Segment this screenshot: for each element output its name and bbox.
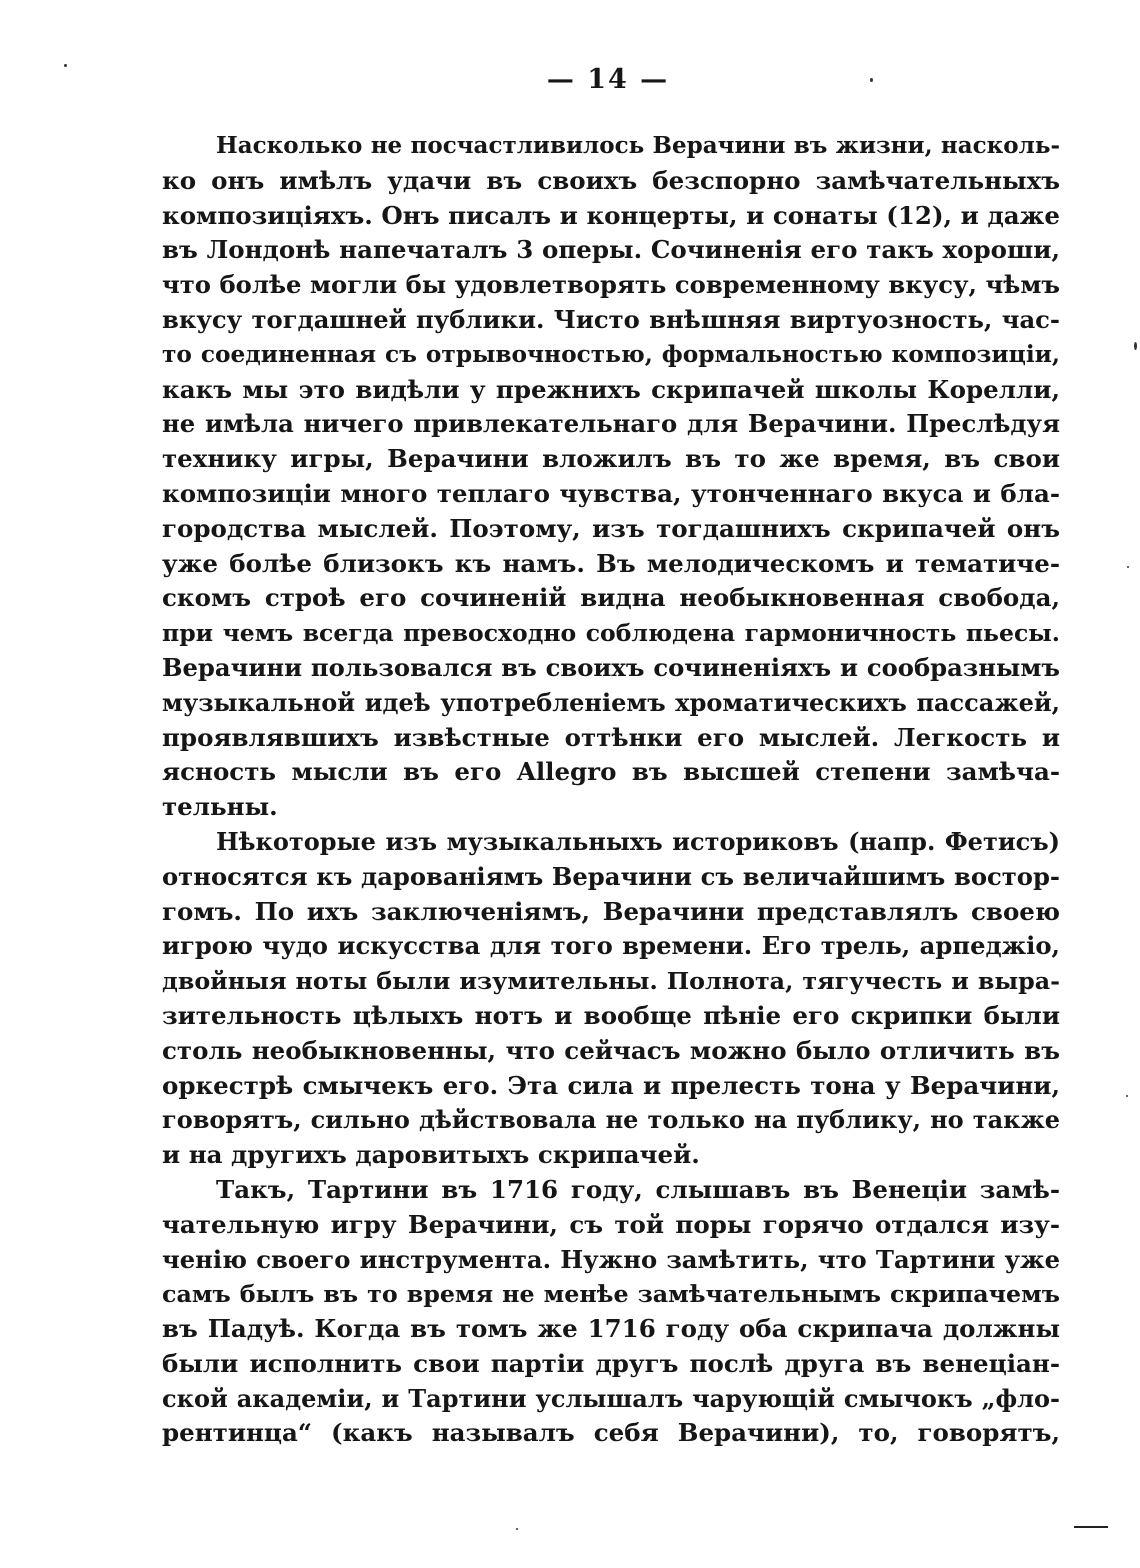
text-line: при чемъ всегда превосходно соблюдена гармоничность пьесы. (162, 619, 1060, 648)
text-line: оркестрѣ смычекъ его. Эта сила и прелесть тона у Верачини, (162, 1070, 1060, 1100)
text-line: проявлявшихъ извѣстные оттѣнки его мыслей. Легкость и (162, 722, 1060, 752)
text-line: въ Лондонѣ напечаталъ 3 оперы. Сочиненія его такъ хороши, (162, 235, 1060, 265)
text-line: Насколько не посчастливилось Верачини въ жизни, насколь- (216, 132, 1060, 159)
text-line: какъ мы это видѣли у прежнихъ скрипачей школы Корелли, (162, 374, 1060, 404)
text-line: относятся къ дарованіямъ Верачини съ величайшимъ востор- (162, 861, 1060, 891)
scan-speck (1126, 1095, 1128, 1097)
text-line: композиціи много теплаго чувства, утонченнаго вкуса и бла- (162, 478, 1060, 508)
text-line: музыкальной идеѣ употребленіемъ хроматическихъ пассажей, (162, 687, 1060, 717)
text-line: не имѣла ничего привлекательнаго для Верачини. Преслѣдуя (162, 409, 1060, 439)
scan-edge-mark (1074, 1526, 1108, 1528)
text-line: Нѣкоторые изъ музыкальныхъ историковъ (напр. Фетисъ) (216, 826, 1060, 856)
text-line: уже болѣе близокъ къ намъ. Въ мелодическомъ и тематиче- (162, 548, 1060, 578)
text-line: гомъ. По ихъ заключеніямъ, Верачини представлялъ своею (162, 896, 1060, 926)
text-line: то соединенная съ отрывочностью, формальностью композиціи, (162, 340, 1060, 368)
scan-speck (1134, 342, 1137, 350)
text-line: ченію своего инструмента. Нужно замѣтить, что Тартини уже (162, 1244, 1060, 1274)
scan-speck (870, 78, 873, 82)
text-line: технику игры, Верачини вложилъ въ то же время, въ свои (162, 444, 1060, 474)
text-line: ской академіи, и Тартини услышалъ чарующій смычокъ „фло- (162, 1383, 1060, 1413)
scan-speck (1127, 566, 1129, 568)
text-line: въ Падуѣ. Когда въ томъ же 1716 году оба скрипача должны (162, 1314, 1060, 1344)
text-line: городства мыслей. Поэтому, изъ тогдашнихъ скрипачей онъ (162, 513, 1060, 543)
text-line: тельны. (162, 792, 278, 822)
text-line: самъ былъ въ то время не менѣе замѣчательнымъ скрипачемъ (162, 1280, 1060, 1309)
text-line: столь необыкновенны, что сейчасъ можно было отличить въ (162, 1035, 1060, 1065)
body-text (162, 129, 1060, 1451)
text-line: скомъ строѣ его сочиненій видна необыкновенная свобода, (162, 583, 1060, 613)
text-line: что болѣе могли бы удовлетворять современному вкусу, чѣмъ (162, 270, 1060, 300)
text-line: композиціяхъ. Онъ писалъ и концерты, и сонаты (12), и даже (162, 200, 1060, 230)
text-line: и на другихъ даровитыхъ скрипачей. (162, 1140, 700, 1170)
text-line: рентинца“ (какъ называлъ себя Верачини), то, говорятъ, (162, 1418, 1060, 1448)
text-line: игрою чудо искусства для того времени. Его трель, арпеджіо, (162, 931, 1060, 961)
scan-speck (516, 1528, 518, 1530)
text-line: ко онъ имѣлъ удачи въ своихъ безспорно замѣчательныхъ (162, 165, 1060, 195)
text-line: двойныя ноты были изумительны. Полнота, тягучесть и выра- (162, 967, 1060, 996)
text-line: ясность мысли въ его Allegro въ высшей степени замѣча- (162, 757, 1060, 787)
text-line: были исполнить свои партіи другъ послѣ друга въ венеціан- (162, 1348, 1060, 1378)
text-line: говорятъ, сильно дѣйствовала не только на публику, но также (162, 1105, 1060, 1135)
page-number: — 14 — (546, 64, 670, 95)
text-line: чательную игру Верачини, съ той поры горячо отдался изу- (162, 1209, 1060, 1239)
scan-speck (64, 64, 67, 67)
text-line: зительность цѣлыхъ нотъ и вообще пѣніе его скрипки были (162, 1000, 1060, 1030)
text-line: вкусу тогдашней публики. Чисто внѣшняя виртуозность, час- (162, 304, 1060, 334)
text-line: Такъ, Тартини въ 1716 году, слышавъ въ Венеціи замѣ- (216, 1174, 1060, 1204)
text-line: Верачини пользовался въ своихъ сочиненіяхъ и сообразнымъ (162, 652, 1060, 682)
